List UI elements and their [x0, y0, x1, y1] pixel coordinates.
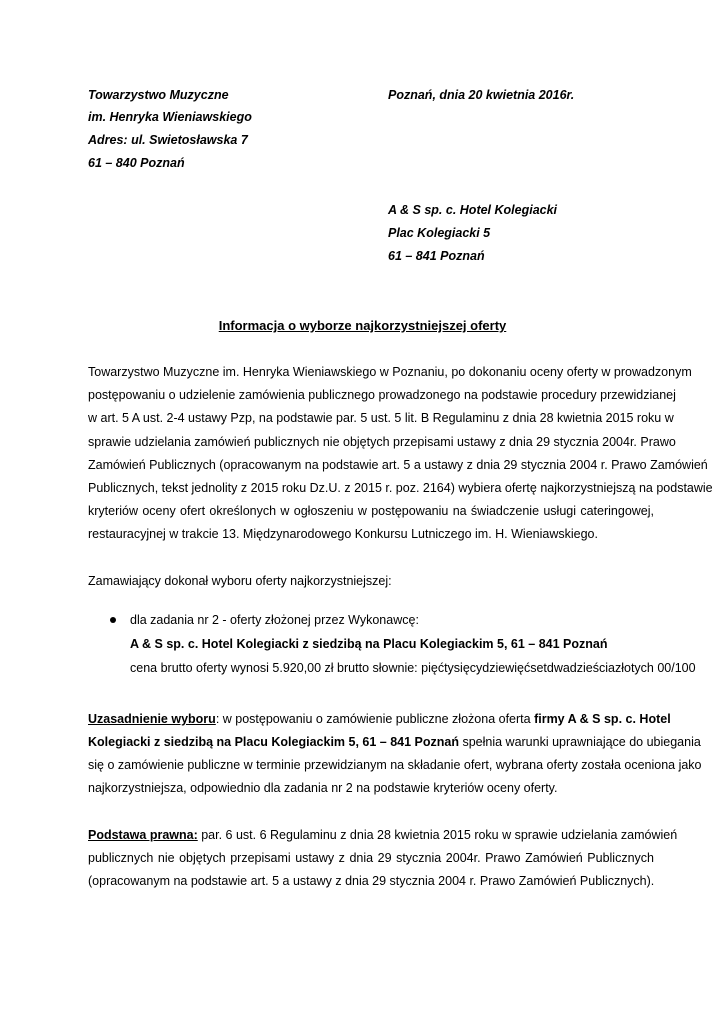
- justification-firm-cont: Kolegiacki z siedzibą na Placu Kolegiackim 5, 61 – 841 Poznań: [88, 735, 459, 749]
- justification-line-3: się o zamówienie publiczne w terminie przewidzianym na składanie ofert, wybrana oferty została oceniona jako: [88, 758, 702, 772]
- legal-basis-label: Podstawa prawna:: [88, 828, 198, 842]
- justification-label: Uzasadnienie wyboru: [88, 712, 216, 726]
- sender-postal-code: 61 – 840 Poznań: [88, 156, 185, 170]
- body-line: w art. 5 A ust. 2-4 ustawy Pzp, na podstawie par. 5 ust. 5 lit. B Regulaminu z dnia 28 kwietnia 2015 roku w: [88, 411, 674, 425]
- justification-text-2: spełnia warunki uprawniające do ubiegania: [458, 735, 701, 749]
- legal-basis-line-2: publicznych nie objętych przepisami ustawy z dnia 29 stycznia 2004r. Prawo Zamówień Publicznych: [88, 851, 654, 865]
- body-line: Towarzystwo Muzyczne im. Henryka Wieniawskiego w Poznaniu, po dokonaniu oceny oferty w prowadzonym: [88, 365, 692, 379]
- body-line: kryteriów oceny ofert określonych w ogłoszeniu w postępowaniu na świadczenie usługi cateringowej,: [88, 504, 654, 518]
- justification-line-2: [88, 735, 701, 751]
- sender-name: Towarzystwo Muzyczne: [88, 88, 229, 102]
- justification-line-4: najkorzystniejsza, odpowiednio dla zadania nr 2 na podstawie kryteriów oceny oferty.: [88, 781, 558, 795]
- bullet-price: cena brutto oferty wynosi 5.920,00 zł brutto słownie: pięćtysięcydziewięćsetdwadzieściazłotych 00/100: [130, 661, 696, 675]
- legal-basis-line-3: (opracowanym na podstawie art. 5 a ustawy z dnia 29 stycznia 2004 r. Prawo Zamówień Publicznych).: [88, 874, 655, 888]
- body-line: Publicznych, tekst jednolity z 2015 roku Dz.U. z 2015 r. poz. 2164) wybiera ofertę najkorzystniejszą na podstawie: [88, 481, 713, 495]
- document-title: Informacja o wyborze najkorzystniejszej oferty: [218, 318, 507, 333]
- document-date: Poznań, dnia 20 kwietnia 2016r.: [388, 88, 575, 102]
- sender-patron: im. Henryka Wieniawskiego: [88, 110, 252, 124]
- justification-line-1: [88, 712, 671, 728]
- recipient-name: A & S sp. c. Hotel Kolegiacki: [388, 203, 558, 217]
- legal-basis-line-1: [88, 828, 678, 844]
- body-line: restauracyjnej w trakcie 13. Międzynarodowego Konkursu Lutniczego im. H. Wieniawskiego.: [88, 527, 598, 541]
- body-line: sprawie udzielania zamówień publicznych nie objętych przepisami ustawy z dnia 29 stycznia 2004r. Prawo: [88, 435, 676, 449]
- justification-firm: firmy A & S sp. c. Hotel: [534, 712, 671, 726]
- body-line: postępowaniu o udzielenie zamówienia publicznego prowadzonego na podstawie procedury przewidzianej: [88, 388, 676, 402]
- sender-address: Adres: ul. Swietosławska 7: [88, 133, 248, 147]
- recipient-postal-code: 61 – 841 Poznań: [388, 249, 485, 263]
- bullet-contractor: A & S sp. c. Hotel Kolegiacki z siedzibą na Placu Kolegiackim 5, 61 – 841 Poznań: [130, 637, 608, 651]
- selection-intro: Zamawiający dokonał wyboru oferty najkorzystniejszej:: [88, 574, 392, 588]
- recipient-address: Plac Kolegiacki 5: [388, 226, 491, 240]
- justification-text: : w postępowaniu o zamówienie publiczne złożona oferta: [215, 712, 535, 726]
- body-line: Zamówień Publicznych (opracowanym na podstawie art. 5 a ustawy z dnia 29 stycznia 2004 r. Prawo Zamówień: [88, 458, 708, 472]
- bullet-task-line: dla zadania nr 2 - oferty złożonej przez Wykonawcę:: [130, 613, 419, 627]
- legal-basis-text: par. 6 ust. 6 Regulaminu z dnia 28 kwietnia 2015 roku w sprawie udzielania zamówień: [197, 828, 678, 842]
- bullet-icon: [110, 617, 116, 623]
